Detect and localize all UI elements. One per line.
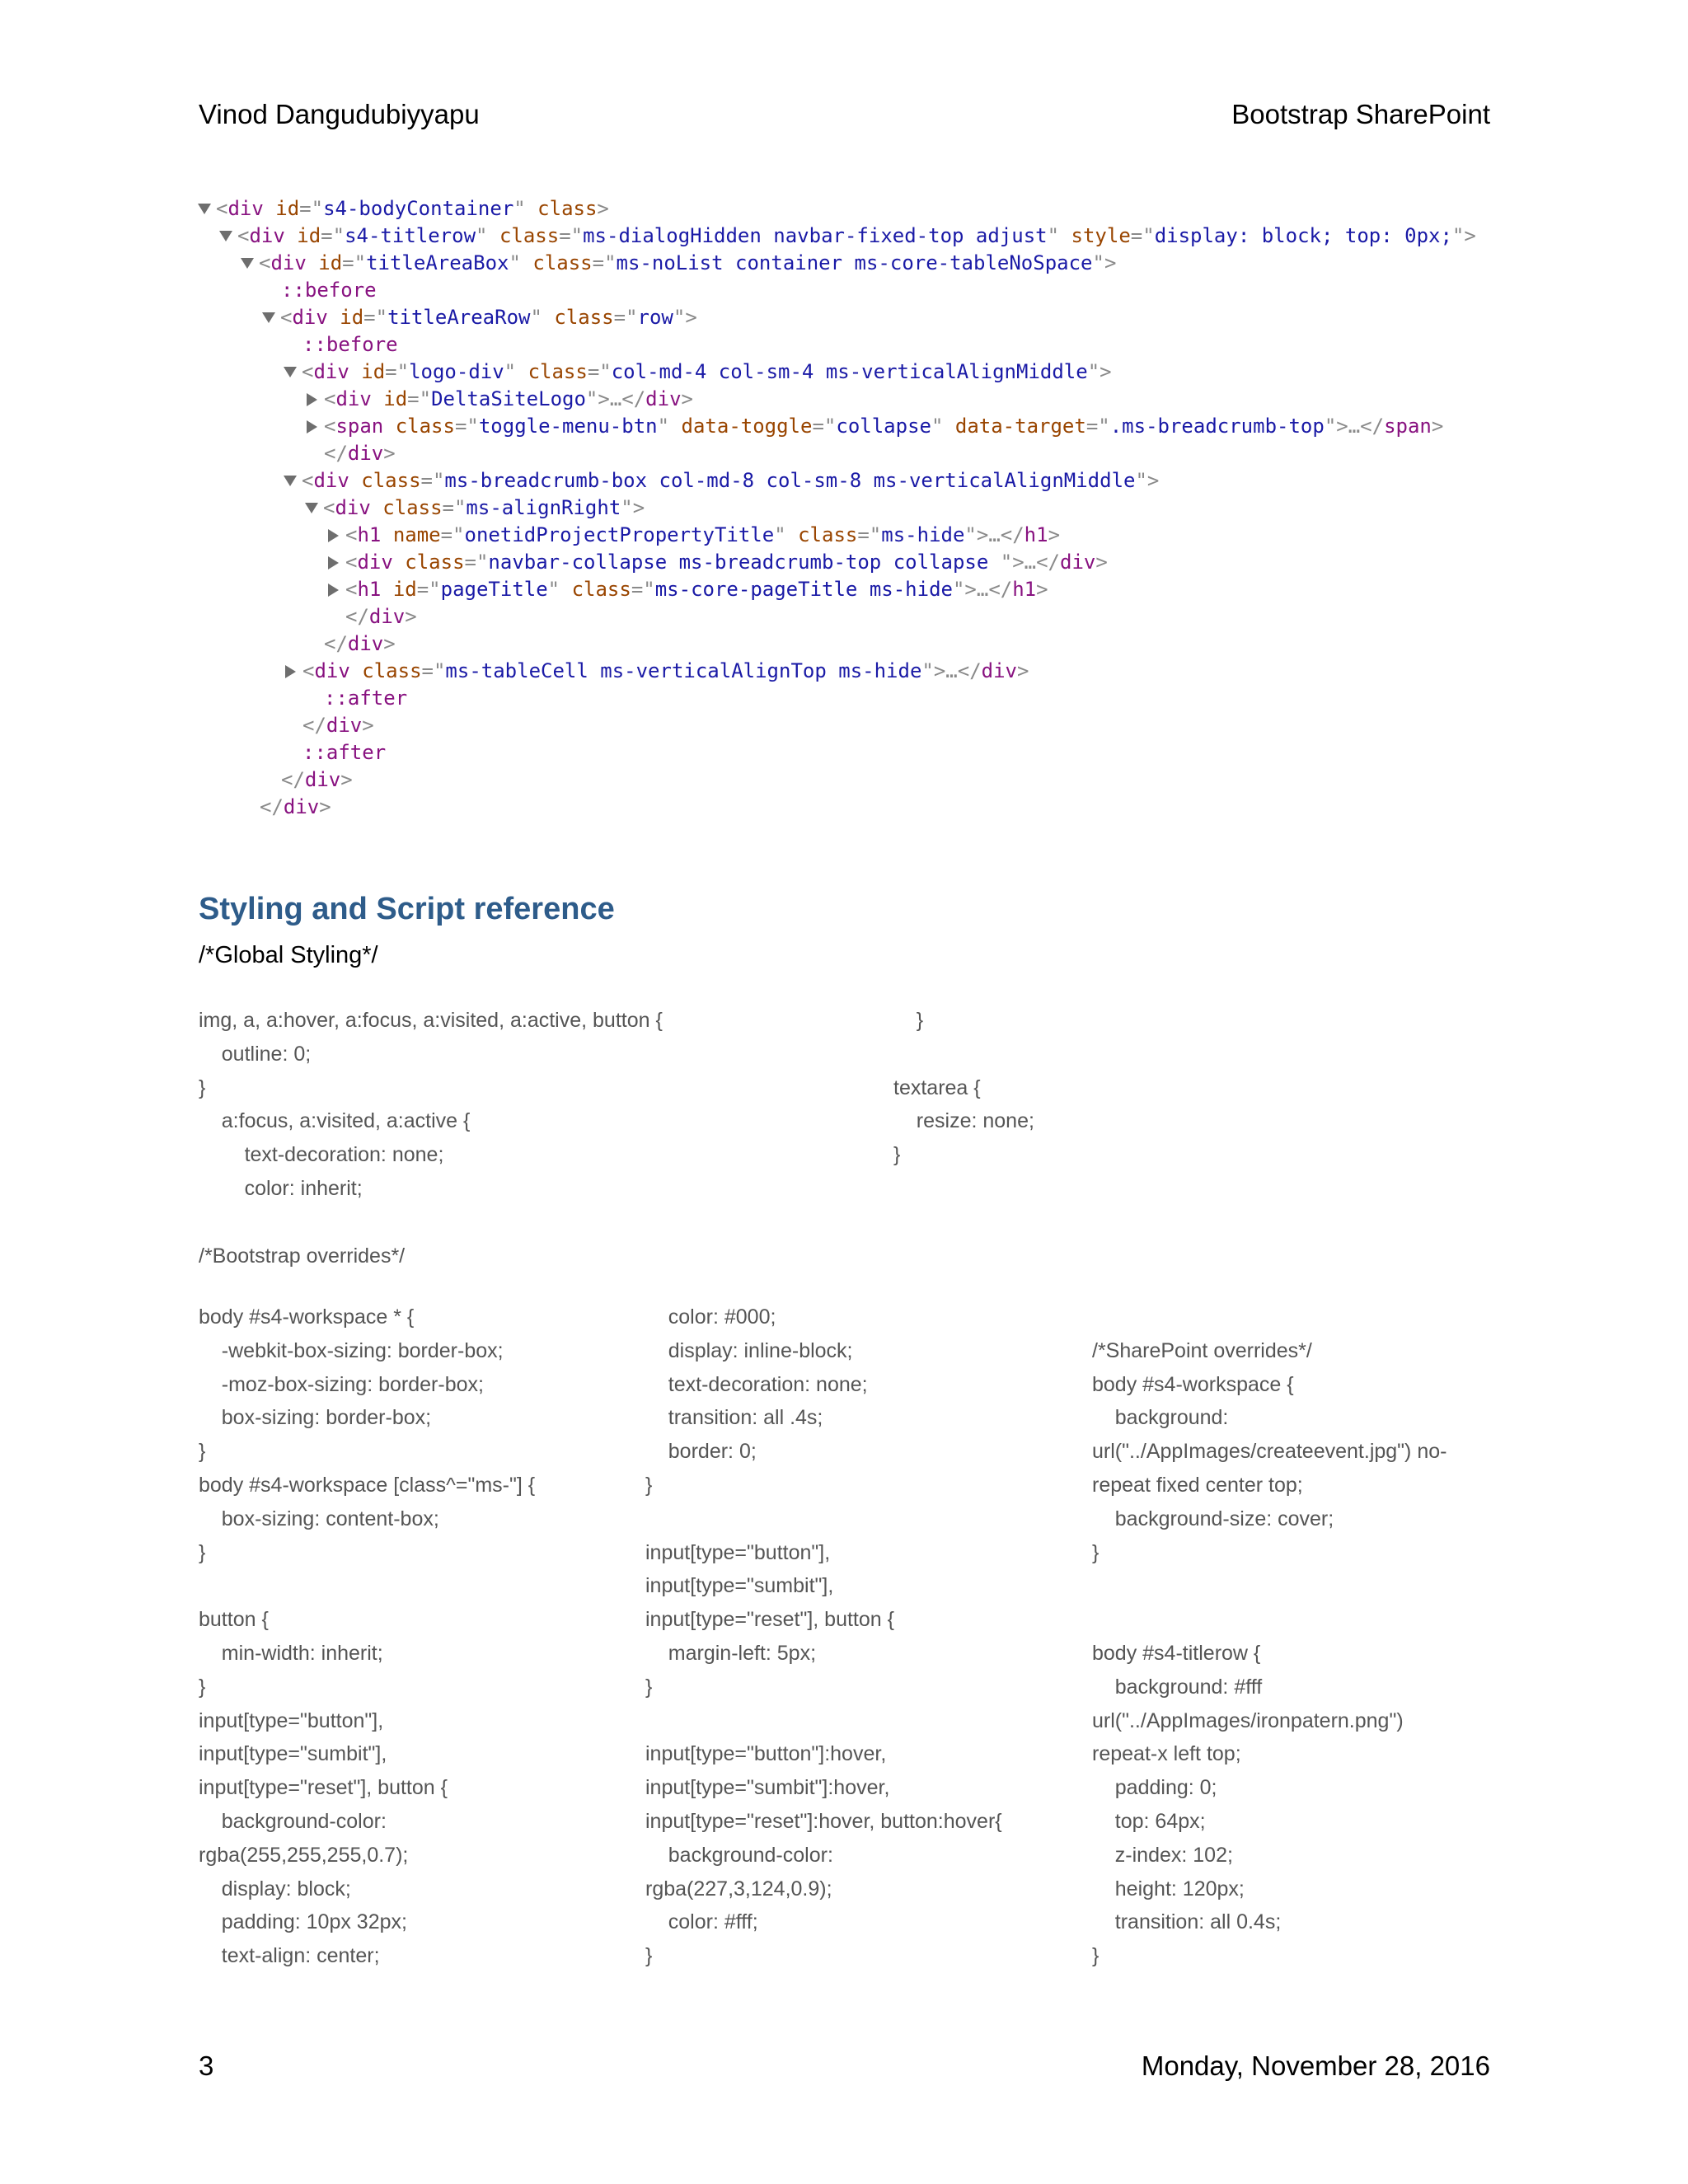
code-line: transition: all .4s;: [645, 1406, 823, 1430]
token-attr: id: [318, 251, 343, 274]
token-space: [285, 223, 297, 250]
token-pun: >: [405, 605, 417, 628]
token-attr: class: [554, 306, 614, 329]
token-space: [307, 250, 318, 277]
token-tag: span: [1384, 415, 1432, 438]
token-space: [521, 250, 532, 277]
token-tag: div: [645, 387, 682, 410]
dom-tree-line[interactable]: [198, 712, 1476, 739]
dom-tree-line[interactable]: [198, 304, 1476, 331]
token-tag: div: [313, 360, 349, 383]
token-space: [542, 304, 554, 331]
token-space: [328, 304, 340, 331]
token-tag: div: [347, 632, 384, 655]
token-space: [350, 658, 362, 685]
token-tag: div: [227, 197, 264, 220]
token-pun: =": [559, 224, 584, 247]
token-val: pageTitle: [440, 578, 548, 601]
token-pun: ": [530, 306, 542, 329]
dom-tree-line[interactable]: [198, 522, 1476, 549]
code-line: [1092, 1301, 1447, 1334]
expanded-triangle-icon[interactable]: [219, 231, 232, 241]
page-number: 3: [199, 2050, 214, 2081]
token-pun: ">…</: [921, 659, 982, 682]
code-line: a:focus, a:visited, a:active {: [199, 1109, 471, 1133]
token-attr: name: [392, 523, 441, 546]
dom-tree-line[interactable]: [198, 658, 1476, 685]
code-line: color: inherit;: [199, 1176, 363, 1200]
code-line: input[type="button"],: [645, 1540, 831, 1564]
expanded-triangle-icon[interactable]: [305, 503, 318, 513]
code-line: z-index: 102;: [1092, 1843, 1233, 1867]
dom-tree-line[interactable]: [198, 603, 1476, 630]
token-space: [349, 467, 361, 494]
code-line: button {: [199, 1608, 269, 1632]
token-attr: id: [392, 578, 417, 601]
token-val: navbar-collapse ms-breadcrumb-top collapse: [488, 551, 1001, 574]
code-line: text-decoration: none;: [645, 1372, 868, 1396]
dom-tree-line[interactable]: [198, 766, 1476, 794]
token-pun: >: [681, 387, 693, 410]
code-line: -webkit-box-sizing: border-box;: [199, 1338, 504, 1362]
token-pun: ">: [1135, 469, 1160, 492]
token-pun: =": [342, 251, 367, 274]
dom-tree-line[interactable]: [198, 386, 1476, 413]
code-line: padding: 10px 32px;: [199, 1910, 407, 1934]
code-line: input[type="sumbit"]:hover,: [645, 1776, 890, 1800]
code-line: color: #fff;: [645, 1910, 758, 1934]
token-tag: div: [292, 306, 328, 329]
token-pun: ": [774, 523, 786, 546]
token-attr: class: [528, 360, 588, 383]
token-attr: id: [361, 360, 386, 383]
token-attr: class: [362, 659, 422, 682]
token-pun: ">…</: [1324, 415, 1385, 438]
token-pun: =": [1130, 224, 1155, 247]
token-tag: div: [368, 605, 406, 628]
token-space: [349, 359, 361, 386]
token-pun: >: [383, 632, 396, 655]
code-line: [893, 1038, 1034, 1071]
token-pun: =": [631, 578, 655, 601]
bootstrap-overrides-comment: /*Bootstrap overrides*/: [199, 1244, 406, 1268]
token-attr: class: [532, 251, 593, 274]
token-pun: </: [302, 714, 326, 737]
token-pun: ": [931, 415, 944, 438]
code-line: border: 0;: [645, 1440, 757, 1464]
dom-tree-line[interactable]: [198, 195, 1476, 223]
dom-tree-line[interactable]: [198, 576, 1476, 603]
token-val: ms-core-pageTitle ms-hide: [654, 578, 953, 601]
token-pun: =": [812, 415, 837, 438]
token-pun: >: [1431, 415, 1444, 438]
token-pseudo: ::before: [302, 333, 398, 356]
token-val: ms-tableCell ms-verticalAlignTop ms-hide: [445, 659, 922, 682]
token-pun: ": [509, 251, 521, 274]
token-pun: =": [299, 197, 324, 220]
expanded-triangle-icon[interactable]: [241, 258, 254, 269]
code-line: input[type="reset"]:hover, button:hover{: [645, 1809, 1002, 1833]
token-pun: <: [323, 496, 335, 519]
token-pun: <: [345, 578, 358, 601]
token-val: ms-dialogHidden navbar-fixed-top adjust: [583, 224, 1048, 247]
token-space: [786, 522, 798, 549]
token-pun: =": [1085, 415, 1110, 438]
token-pun: <: [259, 251, 271, 274]
token-space: [381, 522, 392, 549]
token-tag: div: [326, 714, 363, 737]
section-subheading: /*Global Styling*/: [199, 942, 378, 968]
token-pun: >: [319, 795, 331, 818]
token-val: ms-noList container ms-core-tableNoSpace: [616, 251, 1093, 274]
token-pun: <: [302, 360, 314, 383]
token-attr: id: [383, 387, 408, 410]
token-pun: >: [1036, 578, 1048, 601]
code-line: body #s4-workspace * {: [199, 1305, 415, 1329]
code-line: [645, 1704, 1002, 1738]
expanded-triangle-icon[interactable]: [284, 476, 297, 486]
token-space: [372, 386, 383, 413]
token-pun: <: [216, 197, 228, 220]
token-space: [393, 549, 405, 576]
code-line: display: block;: [199, 1877, 351, 1900]
code-line: input[type="sumbit"],: [199, 1742, 387, 1766]
token-pun: =": [407, 387, 432, 410]
token-space: [526, 195, 537, 223]
token-tag: div: [313, 469, 349, 492]
token-pun: <: [302, 659, 315, 682]
code-line: }: [1092, 1944, 1100, 1968]
dom-tree-line[interactable]: [198, 467, 1476, 494]
code-line: url("../AppImages/ironpatern.png"): [1092, 1708, 1404, 1732]
token-tag: h1: [357, 523, 382, 546]
footer-date: Monday, November 28, 2016: [1141, 2050, 1490, 2081]
dom-tree-line[interactable]: [198, 440, 1476, 467]
token-pun: </: [281, 768, 305, 791]
section-heading: Styling and Script reference: [199, 892, 615, 926]
code-line: height: 120px;: [1092, 1877, 1245, 1900]
token-pun: =": [420, 469, 445, 492]
token-pun: <: [302, 469, 314, 492]
collapsed-triangle-icon[interactable]: [328, 529, 339, 542]
token-tag: h1: [357, 578, 382, 601]
token-pseudo: ::before: [281, 279, 377, 302]
code-line: outline: 0;: [199, 1042, 312, 1066]
token-attr: id: [275, 197, 300, 220]
code-line: background:: [1092, 1406, 1229, 1430]
token-attr: style: [1071, 224, 1131, 247]
token-pun: >: [1048, 523, 1061, 546]
token-pun: =": [363, 306, 388, 329]
dom-tree-line[interactable]: [198, 250, 1476, 277]
code-line: input[type="button"]:hover,: [645, 1742, 887, 1766]
dom-tree-line[interactable]: [198, 331, 1476, 359]
token-val: titleAreaRow: [387, 306, 531, 329]
code-line: }: [645, 1675, 653, 1699]
token-pun: >: [362, 714, 374, 737]
header-author: Vinod Dangudubiyyapu: [199, 99, 480, 129]
token-val: .ms-breadcrumb-top: [1109, 415, 1325, 438]
dom-tree-line[interactable]: [198, 685, 1476, 712]
token-attr: class: [382, 496, 443, 519]
token-pun: =": [587, 360, 612, 383]
code-line: resize: none;: [893, 1109, 1034, 1133]
token-pun: ">…</: [964, 523, 1025, 546]
collapsed-triangle-icon[interactable]: [328, 556, 339, 569]
code-line: repeat-x left top;: [1092, 1742, 1241, 1766]
token-tag: div: [347, 442, 384, 465]
code-line: input[type="sumbit"],: [645, 1574, 834, 1598]
code-line: textarea {: [893, 1076, 981, 1099]
collapsed-triangle-icon[interactable]: [328, 583, 339, 597]
token-pun: >: [597, 197, 609, 220]
collapsed-triangle-icon[interactable]: [307, 420, 317, 434]
token-attr: class: [361, 469, 421, 492]
code-line: rgba(255,255,255,0.7);: [199, 1843, 409, 1867]
code-line: body #s4-titlerow {: [1092, 1641, 1261, 1665]
dom-tree-line[interactable]: [198, 630, 1476, 658]
expanded-triangle-icon[interactable]: [262, 312, 275, 323]
token-tag: div: [357, 551, 393, 574]
token-pun: ">: [673, 306, 697, 329]
code-line: top: 64px;: [1092, 1809, 1206, 1833]
code-line: input[type="reset"], button {: [199, 1776, 448, 1800]
token-pun: >: [340, 768, 353, 791]
code-line: text-align: center;: [199, 1944, 380, 1968]
token-pun: =": [321, 224, 345, 247]
code-line: }: [645, 1944, 653, 1968]
token-pseudo: ::after: [302, 741, 387, 764]
code-line: background: #fff: [1092, 1675, 1263, 1699]
token-pun: ">…</: [585, 387, 646, 410]
code-line: box-sizing: border-box;: [199, 1406, 432, 1430]
global-styling-right-code: [893, 1004, 1034, 1172]
dom-tree-line[interactable]: [198, 794, 1476, 821]
token-pun: <: [324, 415, 336, 438]
token-space: [943, 413, 954, 440]
token-pun: ": [513, 197, 526, 220]
token-pun: ": [476, 224, 488, 247]
token-pun: ">: [1092, 251, 1117, 274]
token-tag: span: [335, 415, 384, 438]
expanded-triangle-icon[interactable]: [284, 367, 297, 377]
token-tag: h1: [1024, 523, 1048, 546]
code-line: img, a, a:hover, a:focus, a:visited, a:active, button {: [199, 1009, 663, 1032]
code-line: [645, 1502, 1002, 1536]
code-line: }: [199, 1076, 206, 1099]
code-line: body #s4-workspace [class^="ms-"] {: [199, 1473, 536, 1497]
token-val: collapse: [836, 415, 931, 438]
token-attr: id: [340, 306, 364, 329]
token-space: [669, 413, 681, 440]
token-pun: =": [613, 306, 638, 329]
token-attr: class: [405, 551, 465, 574]
token-val: ms-breadcrumb-box col-md-8 col-sm-8 ms-verticalAlignMiddle: [444, 469, 1136, 492]
token-pseudo: ::after: [324, 687, 408, 710]
code-line: background-size: cover;: [1092, 1507, 1334, 1530]
token-attr: class: [395, 415, 455, 438]
token-pun: =": [857, 523, 882, 546]
token-pun: ": [547, 578, 560, 601]
token-val: onetidProjectPropertyTitle: [464, 523, 775, 546]
expanded-triangle-icon[interactable]: [198, 204, 211, 214]
token-pun: ": [1047, 224, 1060, 247]
token-pun: </: [324, 632, 348, 655]
token-space: [383, 413, 395, 440]
token-space: [1059, 223, 1071, 250]
token-attr: class: [499, 224, 560, 247]
token-space: [487, 223, 499, 250]
token-pun: </: [260, 795, 284, 818]
code-line: }: [199, 1440, 206, 1464]
token-pun: >: [1017, 659, 1029, 682]
dom-tree-line[interactable]: [198, 494, 1476, 522]
token-pun: ">: [1087, 360, 1112, 383]
token-pun: <: [345, 551, 358, 574]
code-line: body #s4-workspace {: [1092, 1372, 1294, 1396]
code-line: [199, 1569, 535, 1603]
token-pun: =": [440, 523, 465, 546]
token-space: [264, 195, 275, 223]
token-tag: div: [270, 251, 307, 274]
token-val: ms-hide: [881, 523, 965, 546]
collapsed-triangle-icon[interactable]: [285, 665, 296, 678]
token-pun: =": [385, 360, 410, 383]
token-space: [381, 576, 392, 603]
token-tag: div: [249, 224, 285, 247]
token-attr: id: [297, 224, 321, 247]
token-val: ms-alignRight: [466, 496, 621, 519]
token-pun: =": [454, 415, 479, 438]
token-val: titleAreaBox: [366, 251, 509, 274]
code-line: background-color:: [645, 1843, 833, 1867]
token-space: [560, 576, 571, 603]
token-pun: =": [464, 551, 489, 574]
code-line: }: [1092, 1540, 1100, 1564]
code-line: background-color:: [199, 1809, 387, 1833]
token-attr: class: [798, 523, 858, 546]
code-line: box-sizing: content-box;: [199, 1507, 439, 1530]
code-line: -moz-box-sizing: border-box;: [199, 1372, 484, 1396]
token-space: [516, 359, 528, 386]
sharepoint-code-column-3: [1092, 1301, 1447, 1973]
dom-tree-line[interactable]: [198, 277, 1476, 304]
code-line: }: [645, 1473, 653, 1497]
token-pun: </: [324, 442, 348, 465]
bootstrap-code-column-2: [645, 1301, 1002, 1973]
token-tag: div: [335, 496, 371, 519]
token-tag: div: [335, 387, 372, 410]
dom-tree-line[interactable]: [198, 739, 1476, 766]
token-tag: div: [981, 659, 1017, 682]
code-line: [1092, 1569, 1447, 1603]
code-line: margin-left: 5px;: [645, 1641, 817, 1665]
token-pun: <: [280, 306, 293, 329]
header-doc-title: Bootstrap SharePoint: [1231, 99, 1490, 129]
token-val: toggle-menu-btn: [478, 415, 658, 438]
token-pun: =": [416, 578, 441, 601]
code-line: /*SharePoint overrides*/: [1092, 1338, 1312, 1362]
token-val: col-md-4 col-sm-4 ms-verticalAlignMiddle: [611, 360, 1088, 383]
dom-tree-line[interactable]: [198, 223, 1476, 250]
token-pun: ">…</: [952, 578, 1013, 601]
token-attr: data-target: [954, 415, 1086, 438]
dom-tree-line[interactable]: [198, 413, 1476, 440]
token-val: s4-bodyContainer: [323, 197, 514, 220]
code-line: url("../AppImages/createevent.jpg") no-: [1092, 1440, 1447, 1464]
code-line: repeat fixed center top;: [1092, 1473, 1303, 1497]
code-line: input[type="reset"], button {: [645, 1608, 894, 1632]
code-line: transition: all 0.4s;: [1092, 1910, 1282, 1934]
token-attr: class: [537, 197, 598, 220]
bootstrap-code-column-1: [199, 1301, 535, 1973]
code-line: rgba(227,3,124,0.9);: [645, 1877, 832, 1900]
token-tag: div: [1060, 551, 1096, 574]
token-pun: </: [345, 605, 369, 628]
token-val: DeltaSiteLogo: [431, 387, 586, 410]
code-line: input[type="button"],: [199, 1708, 384, 1732]
code-line: [1092, 1603, 1447, 1637]
code-line: color: #000;: [645, 1305, 776, 1329]
code-line: }: [893, 1143, 901, 1167]
token-val: row: [637, 306, 673, 329]
token-tag: div: [314, 659, 350, 682]
token-pun: <: [237, 224, 250, 247]
token-pun: ">: [621, 496, 645, 519]
code-line: padding: 0;: [1092, 1776, 1217, 1800]
token-pun: ">: [1451, 224, 1476, 247]
dom-tree-line[interactable]: [198, 549, 1476, 576]
token-attr: class: [571, 578, 631, 601]
token-space: [371, 494, 382, 522]
token-val: display: block; top: 0px;: [1154, 224, 1452, 247]
token-pun: =": [592, 251, 617, 274]
code-line: min-width: inherit;: [199, 1641, 383, 1665]
code-line: display: inline-block;: [645, 1338, 853, 1362]
collapsed-triangle-icon[interactable]: [307, 393, 317, 406]
token-attr: data-toggle: [681, 415, 813, 438]
token-pun: <: [345, 523, 358, 546]
devtools-dom-tree: [198, 195, 1476, 821]
token-val: logo-div: [409, 360, 504, 383]
token-pun: =": [442, 496, 467, 519]
token-tag: h1: [1012, 578, 1037, 601]
token-pun: =": [421, 659, 446, 682]
token-pun: <: [324, 387, 336, 410]
code-line: text-decoration: none;: [199, 1143, 444, 1167]
token-tag: div: [283, 795, 320, 818]
global-styling-left-code: [199, 1004, 663, 1206]
dom-tree-line[interactable]: [198, 359, 1476, 386]
code-line: }: [893, 1009, 924, 1032]
token-tag: div: [304, 768, 341, 791]
code-line: }: [199, 1540, 206, 1564]
token-pun: ": [657, 415, 670, 438]
token-pun: ">…</: [1000, 551, 1060, 574]
token-pun: >: [1095, 551, 1108, 574]
code-line: }: [199, 1675, 206, 1699]
token-pun: >: [383, 442, 396, 465]
token-pun: ": [504, 360, 517, 383]
token-val: s4-titlerow: [345, 224, 476, 247]
